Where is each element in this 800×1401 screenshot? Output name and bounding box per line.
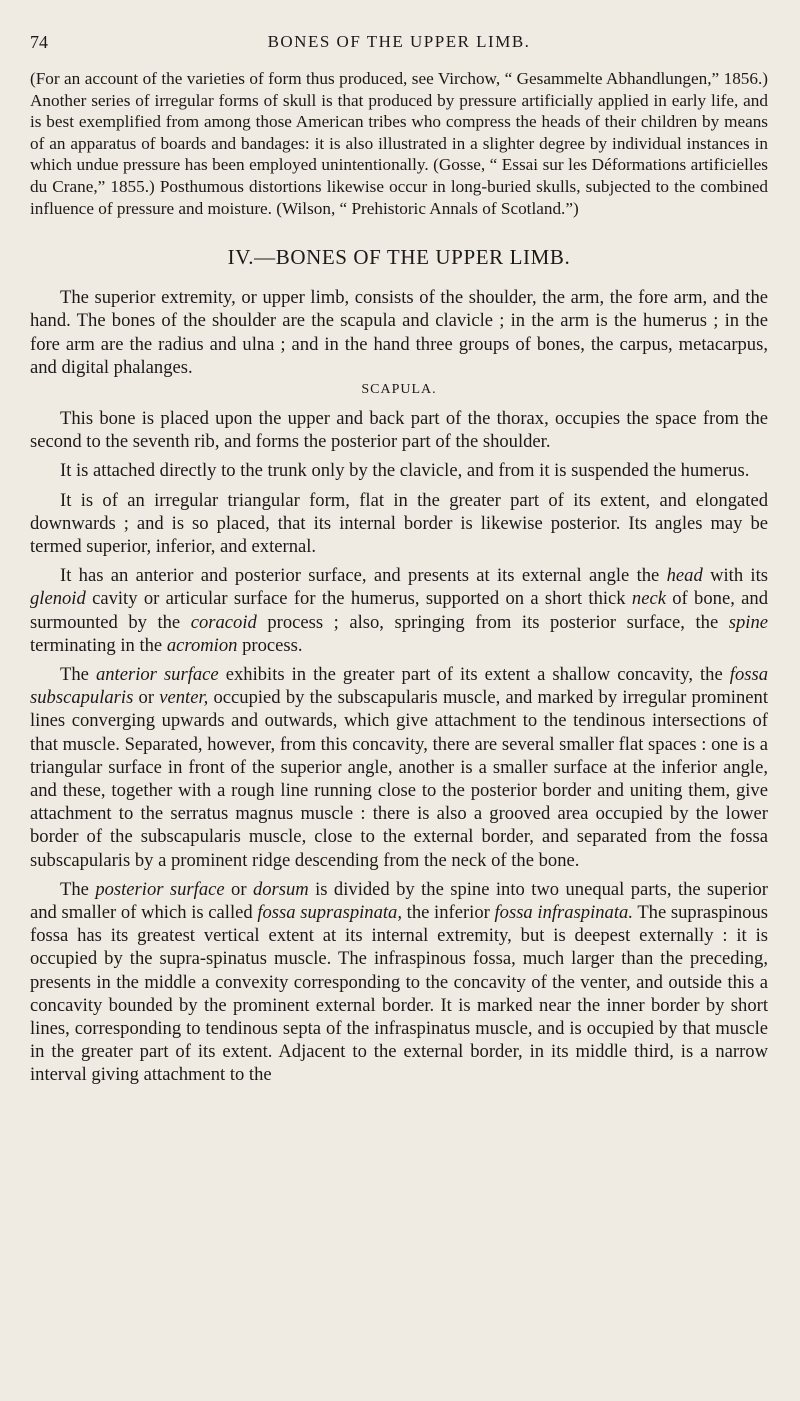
term-venter: venter, xyxy=(159,687,209,709)
intro-paragraph: (For an account of the varieties of form thus produced, see Virchow, “ Gesammelte Abhandlungen,” 1856.) Another series of irregular forms of skull is that produced by pressure artificially applied in early life, and is best exemplified from among those American tribes who compress the heads of their children by means of an apparatus of boards and bandages: it is also illustrated in a slighter degree by individual instances in which undue pressure has been employed unintentionally. (Gosse, “ Essai sur les Déformations artificielles du Crane,” 1855.) Posthumous distortions likewise occur in long-buried skulls, subjected to the combined influence of pressure and moisture. (Wilson, “ Prehistoric Annals of Scotland.”) xyxy=(30,69,768,218)
term-fossa-subscapularis: fossa subscapularis xyxy=(30,664,769,709)
term-spine: spine xyxy=(728,611,768,633)
term-acromion: acromion xyxy=(166,634,238,656)
paragraph-posterior-surface: The posterior surface or dorsum is divided by the spine into two unequal parts, the superior and smaller of which is called fossa supraspinata, the inferior fossa infraspinata. The supraspinous fossa has its greatest vertical extent at its internal extremity, but is deepest externally : it is occupied by the supra-spinatus muscle. The infraspinous fossa, much larger than the preceding, presents in the middle a convexity corresponding to the concavity of the venter, and outside this a concavity bounded by the prominent external border. It is marked near the inner border by short lines, corresponding to tendinous septa of the infraspinatus muscle, and is occupied by that muscle in the greater part of its extent. Adjacent to the external border, in its middle third, is a narrow interval giving attachment to the xyxy=(30,878,769,1086)
paragraph-attachment: It is attached directly to the trunk only by the clavicle, and from it is suspended the humerus. xyxy=(60,460,750,482)
term-dorsum: dorsum xyxy=(252,878,309,900)
term-neck: neck xyxy=(631,588,666,610)
running-head xyxy=(30,24,768,54)
term-fossa-infraspinata: fossa infraspinata. xyxy=(494,902,633,924)
paragraph-form: It is of an irregular triangular form, flat in the greater part of its extent, and elongated downwards ; and is so placed, that its internal border is likewise posterior. Its angles may be termed superior, inferior, and external. xyxy=(30,489,768,557)
paragraph-anterior-surface: The anterior surface exhibits in the greater part of its extent a shallow concavity, the fossa subscapularis or venter, occupied by the subscapularis muscle, and marked by irregular prominent lines converging upwards and outwards, which give attachment to the tendinous intersections of that muscle. Separated, however, from this concavity, there are several smaller flat spaces : one is a triangular surface in front of the superior angle, another is a smaller surface at the inferior angle, and these, together with a rough line running close to the posterior border and uniting them, give attachment to the serratus magnus muscle : there is also a grooved area occupied by the lower border of the subscapularis muscle, close to the external border, and separated from the fossa subscapularis by a prominent ridge descending from the neck of the bone. xyxy=(30,664,769,871)
page-number: 74 xyxy=(30,32,48,52)
subsection-heading: SCAPULA. xyxy=(361,381,437,397)
section-lead-paragraph: The superior extremity, or upper limb, consists of the shoulder, the arm, the fore arm, and the hand. The bones of the shoulder are the scapula and clavicle ; in the arm is the humerus ; in the fore arm are the radius and ulna ; and in the hand three groups of bones, the carpus, metacarpus, and digital phalanges. xyxy=(30,287,768,378)
section-heading: IV.—BONES OF THE UPPER LIMB. xyxy=(227,245,571,270)
term-head: head xyxy=(666,565,703,587)
paragraph-surfaces: It has an anterior and posterior surface, and presents at its external angle the head with its glenoid cavity or articular surface for the humerus, supported on a short thick neck of bone, and surmounted by the coracoid process ; also, springing from its posterior surface, the spine terminating in the acromion process. xyxy=(30,565,768,656)
term-glenoid: glenoid xyxy=(30,588,86,610)
term-posterior-surface: posterior surface xyxy=(95,878,225,900)
intro-paragraph-block xyxy=(30,68,768,219)
scapula-body xyxy=(30,407,768,1087)
term-coracoid: coracoid xyxy=(190,611,257,633)
paragraph-position: This bone is placed upon the upper and back part of the thorax, occupies the space from the second to the seventh rib, and forms the posterior part of the shoulder. xyxy=(30,407,768,453)
term-fossa-supraspinata: fossa supraspinata, xyxy=(257,902,402,924)
running-title: BONES OF THE UPPER LIMB. xyxy=(267,32,531,51)
term-anterior-surface: anterior surface xyxy=(95,664,219,685)
section-lead-block xyxy=(30,286,768,379)
